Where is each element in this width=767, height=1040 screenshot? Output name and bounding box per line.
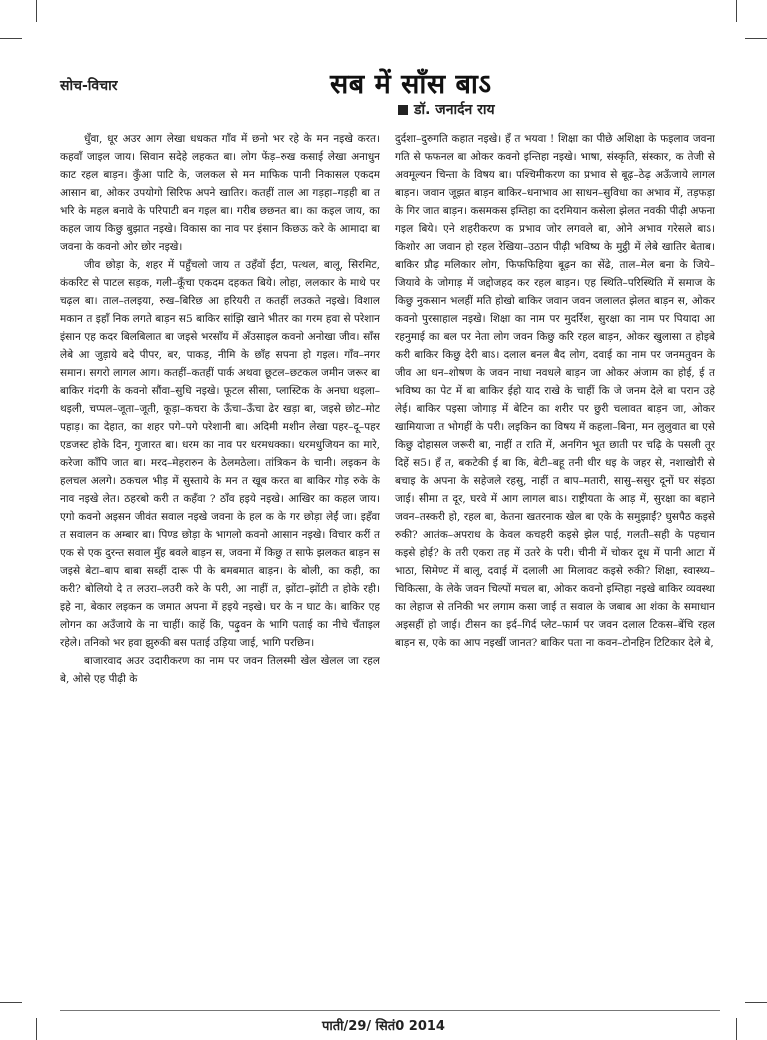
article-title: सब में साँस बाऽ <box>330 69 492 100</box>
footer-rule <box>60 1010 720 1011</box>
crop-mark-left-top <box>0 38 22 39</box>
crop-mark-right-bottom <box>745 1002 767 1003</box>
paragraph: जीव छोड़ा के, शहर में पहुँचलो जाय त उहँवों ईंटा, पत्थल, बालू, सिरमिट, कंकरिट से पाटल सड़क, गली–कूँचा एकदम दहकत बिये। लोहा, ललकार के माथे पर चढ़ल बा। ताल–तलइया, रुख–बिरिछ आ हरियरी त कतहीं लउकते नइखे। विशाल मकान त इहाँ निक लगते बाड़न स5 बाकिर सांझि खाने भीतर का गरम हवा से परेशान इंसान एह कदर बिलबिलात बा जइसे भरसाँय में अँउसाइल कवनो अनोखा जीव। साँस लेबे आ जुड़ाये बदे पीपर, बर, पाकड़, नीमि के छाँह सपना हो गइल। गाँव–नगर समान। सगरो लागल आग। कतहीं–कतहीं पार्क अथवा छूटल–छटकल जमीन जरूर बा बाकिर गंदगी के कवनो सौंवा–सुधि नइखे। फूटल सीसा, प्लास्टिक के अनघा थइला–थइली, चप्पल–जूता–जूती, कूड़ा–कचरा के ऊँचा–ऊँचा ढेर खड़ा बा, जइसे छोट–मोट पहाड़। का देहात, का शहर पगे–पगे परेशानी बा। अदिमी मशीन लेखा पहर–दू–पहर एडजस्ट होके दिन, गुजारत बा। धरम का नाव पर धरमधक्का। धरमधुजियन का मारे, करेजा काँपि जात बा। मरद–मेहरारुन के ठेलमठेला। तांत्रिकन के चानी। लइकन के हलचल अलगे। ठकचल भीड़ में सुस्ताये के मन त खूब करत बा बाकिर गोड़ रुके के नाव नइखे लेत। ठहरबो करी त कहँवा ? ठाँव हइये नइखे। आखिर का कहल जाय। एगो कवनो अइसन जीवंत सवाल नइखे जवना के हल क के गर छोड़ा लेईं जा। इहँवा त सवालन क अम्बार बा। पिण्ड छोड़ा के भागलो कवनो आसान नइखे। विचार करीं त एक से एक दुरन्त सवाल मुँह बवले बाड़न स, जवना में किछु त साफे झलकत बाड़न स जइसे बेटा–बाप बाबा सब्हीं दारू पी के बमबमात बाड़न। के बोली, का कही, का करी? बोलियो दे त लउरा–लउरी करे के परी, आ नाहीं त, झोंटा–झोंटी त होके रही। इहे ना, बेकार लइकन क जमात अपना में हइये नइखे। घर के न घाट के। बाकिर एह लोगन का अउँजाये के ना चाहीं। काहें कि, पढ़ुवन के भागि पताई का नीचे चँताइल रहेले। तनिको भर हवा झुरुकी बस पताई उड़िया जाई, भागि परछिन। <box>60 259 380 649</box>
crop-mark-top-right <box>736 0 737 22</box>
crop-mark-right-top <box>745 38 767 39</box>
crop-mark-top-left <box>36 0 37 22</box>
paragraph: बाजारवाद अउर उदारीकरण का नाम पर जवन तिलस्मी खेल खेलल जा रहल बे, ओसे एह पीढ़ी के <box>60 655 380 685</box>
author-name: डॉ. जनार्दन राय <box>414 102 495 118</box>
paragraph: दुर्दशा–दुरुगति कहात नइखे। हँ त भयवा ! शिक्षा का पीछे अशिक्षा के फइलाव जवना गति से फफनल बा ओकर कवनो इन्तिहा नइखे। भाषा, संस्कृति, संस्कार, क तेजी से अवमूल्यन चिन्ता के विषय बा। पश्चिमीकरण का प्रभाव से बूढ़–ठेढ़ अऊँजाये लागल बाड़न। जवान जूझत बाड़न बाकिर–धनाभाव आ साधन–सुविधा का अभाव में, तड़फड़ा के गिर जात बाड़न। कसमकस इम्तिहा का दरमियान कसेला झेलत नवकी पीढ़ी अफना गइल बिये। एने शहरीकरण क प्रभाव जोर लगवले बा, ओने अभाव गरेसले बाऽ। किशोर आ जवान हो रहल रेखिया–उठान पीढ़ी भविष्य के मुट्ठी में लेबे खातिर बेताब। बाकिर प्रौढ़ मलिकार लोग, फिफफिहिया बूढ़न का सेंढे, ताल–मेल बना के जिये–जियावे के जोगाड़ में जद्दोजहद कर रहल बाड़न। एह स्थिति–परिस्थिति में समाज के किछु नुकसान भलहीं मति होखो बाकिर जवान जवन जलालत झेलत बाड़न स, ओकर कवनो पुरसाहाल नइखे। शिक्षा का नाम पर मुदर्रिश, सुरक्षा का नाम पर पियादा आ रहनुमाई का बल पर नेता लोग जवन किछु करि रहल बाड़न, ओकर खुलासा त होइबे करी बाकिर किछु देरी बाऽ। दलाल बनल बैद लोग, दवाई का नाम पर जनमतुवन के जीव आ धन–शोषण के जवन नाधा नवधले बाड़न जा ओकर अंजाम का होई, ई त भविष्य का पेट में बा बाकिर ईहो याद राखे के चाहीं कि जे जनम देले बा परान उहे लेई। बाकिर पइसा जोगाड़ में बेटिन का शरीर पर छुरी चलावत बाड़न जा, ओकर खामियाजा त भोगहीं के परी। लइकिन का विषय में कहला–बिना, मन लुलुवात बा एसे किछु दोहासल जरूरी बा, नाहीं त राति में, अनगिन भूत छाती पर चढ़ि के पसली तूर दिहें स5। हँ त, बकटेकी ई बा कि, बेटी–बहू तनी धीर धइ के जहर से, नशाखोरी से बचाइ के अपना के सहेजले रहसु, नाहीं त बाप–मतारी, सासु–ससुर दूनों घर संइठा जाई। सीमा त दूर, घरवे में आग लागल बाऽ। राष्ट्रीयता के आड़ में, सुरक्षा का बहाने जवन–तस्करी हो, रहल बा, केतना खतरनाक खेल बा एके के समुझाईं? घुसपैठ कइसे रुकी? आतंक–अपराध के केवल कचहरी कइसे झेल पाई, गलती–सही के पहचान कइसे होई? के तरी एकरा तह में उतरे के परी। चीनी में चोकर दूध में पानी आटा में भाठा, सिमेण्ट में बालू, दवाई में दलाली आ मिलावट कइसे रुकी? शिक्षा, स्वास्थ्य–चिकित्सा, के लेके जवन चिल्पों मचल बा, ओकर कवनो इम्तिहा नइखे बाकिर व्यवस्था का लेहाज से तनिकी भर लगाम कसा जाई त सवाल के जबाब आ शंका के समाधान अइसहीं हो जाई। टीसन का इर्द–गिर्द प्लेट–फार्म पर जवन दलाल टिकस–बेंचि रहल बाड़न स, एके का आप नइखीं जानत? बाकिर पता ना कवन–टोनहिन टिटिकार देले बे, <box>395 133 715 649</box>
section-label: सोच-विचार <box>60 78 118 94</box>
author-byline <box>398 100 495 119</box>
bullet-square-icon <box>398 105 408 115</box>
article-column-right <box>395 130 715 990</box>
paragraph: धुँवा, धूर अउर आग लेखा धधकत गाँव में छनो भर रहे के मन नइखे करत। कहवाँ जाइल जाय। सिवान सदेहे लहकत बा। लोग फेंड़–रुख कसाई लेखा अनाधुन काट रहल बाड़न। कुँआ पाटि के, जलकल से मन माफिक पानी निकासल एकदम आसान बा, ओकर उपयोगो सिरिफ अपने खातिर। कतहीं ताल आ गड़हा–गड़ही बा त भरि के महल बनावे के परिपाटी बन गइल बा। गरीब छछनत बा। का कइल जाय, का कहल जाय किछु बुझात नइखे। विकास का नाव पर इंसान किछऊ करे के आमादा बा जवना के कवनो ओर छोर नइखे। <box>60 133 380 253</box>
crop-mark-left-bottom <box>0 1002 22 1003</box>
page-folio: पाती/29/ सितं0 2014 <box>322 1019 445 1034</box>
article-column-left <box>60 130 380 990</box>
